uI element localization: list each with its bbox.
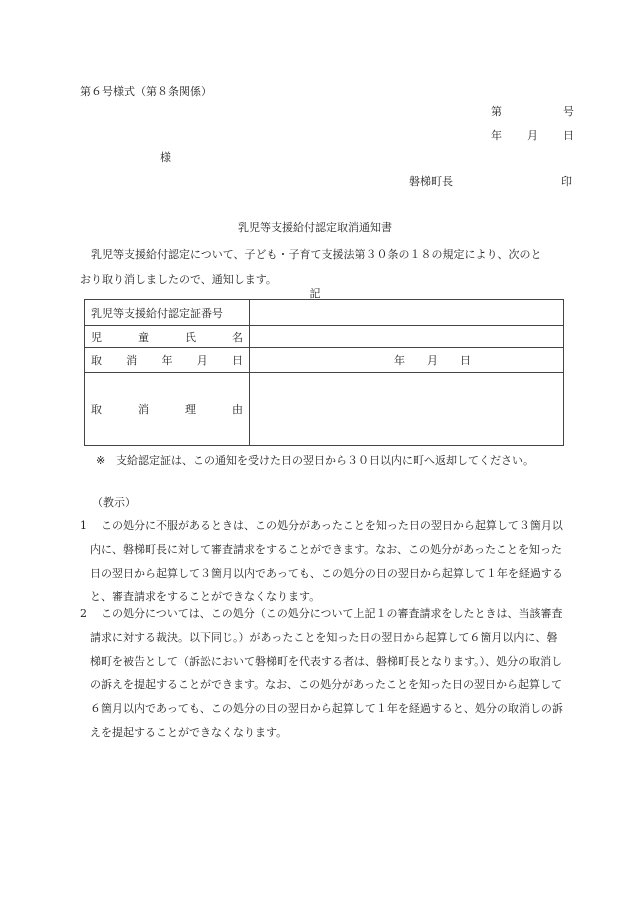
instruction-number: 1 [80,519,87,532]
cancel-date-day: 日 [460,354,471,367]
table-row [85,348,564,373]
instruction-text: この処分に不服があるときは、この処分があったことを知った日の翌日から起算して３箇月以内に、磐梯町長に対して審査請求をすることができます。なお、この処分があったことを知った日の翌日から起算して３箇月以内であっても、この処分の日の翌日から起算して１年を経過すると、審査請求をすることができなくなります。 [90,519,563,604]
form-number: 第６号様式（第８条関係） [80,85,212,98]
instructions-heading: （教示） [92,496,136,509]
table-row [85,300,564,326]
cancel-date-year: 年 [394,354,405,367]
document-number [491,105,574,118]
child-name-value [250,326,564,348]
cancel-date-month: 月 [427,354,438,367]
ki-heading: 記 [309,287,321,300]
return-note [96,455,534,466]
document-date [491,129,574,142]
instruction-number: 2 [80,607,87,620]
cancel-date-label: 取 消 年 月 日 [85,348,250,373]
seal-mark: 印 [561,175,572,188]
body-text: 乳児等支援給付認定について、子ども・子育て支援法第３０条の１８の規定により、次のとおり取り消しましたので、通知します。 [80,248,542,286]
date-year: 年 [491,129,502,142]
child-name-label: 児 童 氏 名 [85,326,250,348]
cancel-reason-label: 取 消 理 由 [85,373,250,446]
instruction-text: この処分については、この処分（この処分について上記１の審査請求をしたときは、当該審査請求に対する裁決。以下同じ。）があったことを知った日の翌日から起算して６箇月以内に、磐梯町を被告として（訴訟において磐梯町を代表する者は、磐梯町長となります。）、処分の取消しの訴えを提起することができます。なお、この処分があったことを知った日の翌日から起算して６箇月以内であっても、この処分の日の翌日から起算して１年を経過すると、処分の取消しの訴えを提起することができなくなります。 [90,607,563,739]
instruction-item [80,514,568,609]
body-paragraph [80,242,550,292]
certificate-number-value [250,300,564,326]
table-row [85,326,564,348]
certificate-number-label: 乳児等支援給付認定証番号 [85,300,250,326]
date-month: 月 [527,129,538,142]
document-title: 乳児等支援給付認定取消通知書 [238,221,392,234]
cancel-reason-value [250,373,564,446]
table-row [85,373,564,446]
addressee: 様 [160,151,171,164]
note-text: 支給認定証は、この通知を受けた日の翌日から３０日以内に町へ返却してください。 [116,454,534,467]
document-number-suffix: 号 [563,105,574,118]
date-day: 日 [563,129,574,142]
instruction-item [80,602,568,745]
cancel-date-value [250,348,564,373]
sender: 磐梯町長 [409,175,453,188]
document-number-prefix: 第 [491,105,502,118]
certificate-table [84,299,564,446]
note-mark: ※ [96,454,106,467]
